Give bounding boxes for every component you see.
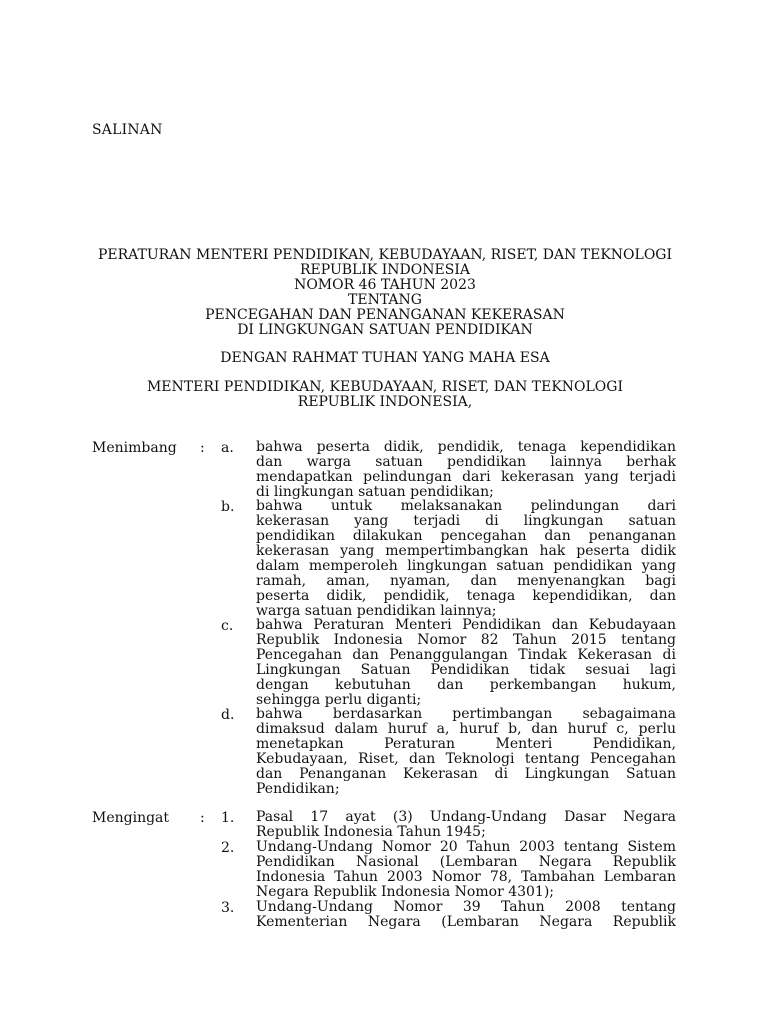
- item-line: warga satuan pendidikan lainnya;: [256, 604, 497, 619]
- item-line: Kebudayaan, Riset, dan Teknologi tentang Pencegahan: [256, 752, 676, 767]
- item-text: [256, 840, 676, 900]
- item-line: Undang-Undang Nomor 39 Tahun 2008 tentang: [256, 900, 676, 915]
- item-line: bahwa Peraturan Menteri Pendidikan dan Kebudayaan: [256, 618, 676, 633]
- salinan-label: SALINAN: [92, 122, 163, 138]
- title-line-1: PERATURAN MENTERI PENDIDIKAN, KEBUDAYAAN, RISET, DAN TEKNOLOGI: [97, 247, 673, 263]
- item-line: Negara Republik Indonesia Nomor 4301);: [256, 885, 555, 900]
- rahmat-line: DENGAN RAHMAT TUHAN YANG MAHA ESA: [220, 350, 550, 366]
- item-line: dalam memperoleh lingkungan satuan pendidikan yang: [256, 559, 676, 574]
- item-line: bahwa berdasarkan pertimbangan sebagaimana: [256, 707, 676, 722]
- title-line-2: REPUBLIK INDONESIA: [300, 262, 470, 278]
- item-line: mendapatkan pelindungan dari kekerasan yang terjadi: [256, 470, 676, 485]
- item-text: [256, 499, 676, 619]
- regulation-title: [60, 248, 710, 338]
- item-line: kekerasan yang terjadi di lingkungan satuan: [256, 514, 676, 529]
- item-marker: b.: [221, 499, 235, 515]
- item-marker: 2.: [221, 840, 235, 856]
- menteri-line-2: REPUBLIK INDONESIA,: [297, 394, 473, 410]
- item-text: [256, 618, 676, 708]
- item-line: Indonesia Tahun 2003 Nomor 78, Tambahan Lembaran: [256, 870, 676, 885]
- item-line: Pasal 17 ayat (3) Undang-Undang Dasar Negara: [256, 810, 676, 825]
- mengingat-label: Mengingat: [92, 810, 170, 826]
- item-line: dengan kebutuhan dan perkembangan hukum,: [256, 678, 676, 693]
- item-text: [256, 810, 676, 840]
- item-line: Pencegahan dan Penanggulangan Tindak Kekerasan di: [256, 648, 676, 663]
- item-line: Kementerian Negara (Lembaran Negara Republik: [256, 915, 676, 930]
- title-line-6: DI LINGKUNGAN SATUAN PENDIDIKAN: [237, 322, 533, 338]
- item-line: Republik Indonesia Tahun 1945;: [256, 825, 486, 840]
- item-line: dan Penanganan Kekerasan di Lingkungan Satuan: [256, 767, 676, 782]
- mengingat-colon: :: [200, 810, 205, 826]
- item-line: di lingkungan satuan pendidikan;: [256, 485, 494, 500]
- item-line: Pendidikan Nasional (Lembaran Negara Republik: [256, 855, 676, 870]
- item-line: pendidikan dilakukan pencegahan dan penanganan: [256, 529, 676, 544]
- title-line-4: TENTANG: [348, 292, 422, 308]
- item-line: Republik Indonesia Nomor 82 Tahun 2015 tentang: [256, 633, 676, 648]
- title-line-5: PENCEGAHAN DAN PENANGANAN KEKERASAN: [205, 307, 565, 323]
- menimbang-colon: :: [200, 440, 205, 456]
- item-marker: c.: [221, 618, 234, 634]
- item-text: [256, 900, 676, 930]
- item-marker: 1.: [221, 810, 235, 826]
- item-line: sehingga perlu diganti;: [256, 693, 422, 708]
- menimbang-label: Menimbang: [92, 440, 177, 456]
- item-line: Undang-Undang Nomor 20 Tahun 2003 tentang Sistem: [256, 840, 676, 855]
- title-line-3: NOMOR 46 TAHUN 2023: [294, 277, 476, 293]
- item-line: peserta didik, pendidik, tenaga kependidikan, dan: [256, 589, 676, 604]
- item-line: bahwa peserta didik, pendidik, tenaga kependidikan: [256, 440, 676, 455]
- menteri-line-1: MENTERI PENDIDIKAN, KEBUDAYAAN, RISET, DAN TEKNOLOGI: [146, 379, 624, 395]
- item-line: kekerasan yang mempertimbangkan hak peserta didik: [256, 544, 676, 559]
- item-marker: 3.: [221, 900, 235, 916]
- item-line: dan warga satuan pendidikan lainnya berhak: [256, 455, 676, 470]
- item-marker: d.: [221, 707, 235, 723]
- item-text: [256, 440, 676, 500]
- item-line: bahwa untuk melaksanakan pelindungan dari: [256, 499, 676, 514]
- item-line: menetapkan Peraturan Menteri Pendidikan,: [256, 737, 676, 752]
- item-line: ramah, aman, nyaman, dan menyenangkan bagi: [256, 574, 676, 589]
- item-line: dimaksud dalam huruf a, huruf b, dan huruf c, perlu: [256, 722, 676, 737]
- item-line: Pendidikan;: [256, 782, 340, 797]
- item-marker: a.: [221, 440, 234, 456]
- item-text: [256, 707, 676, 797]
- menteri-heading: [60, 380, 710, 410]
- item-line: Lingkungan Satuan Pendidikan tidak sesuai lagi: [256, 663, 676, 678]
